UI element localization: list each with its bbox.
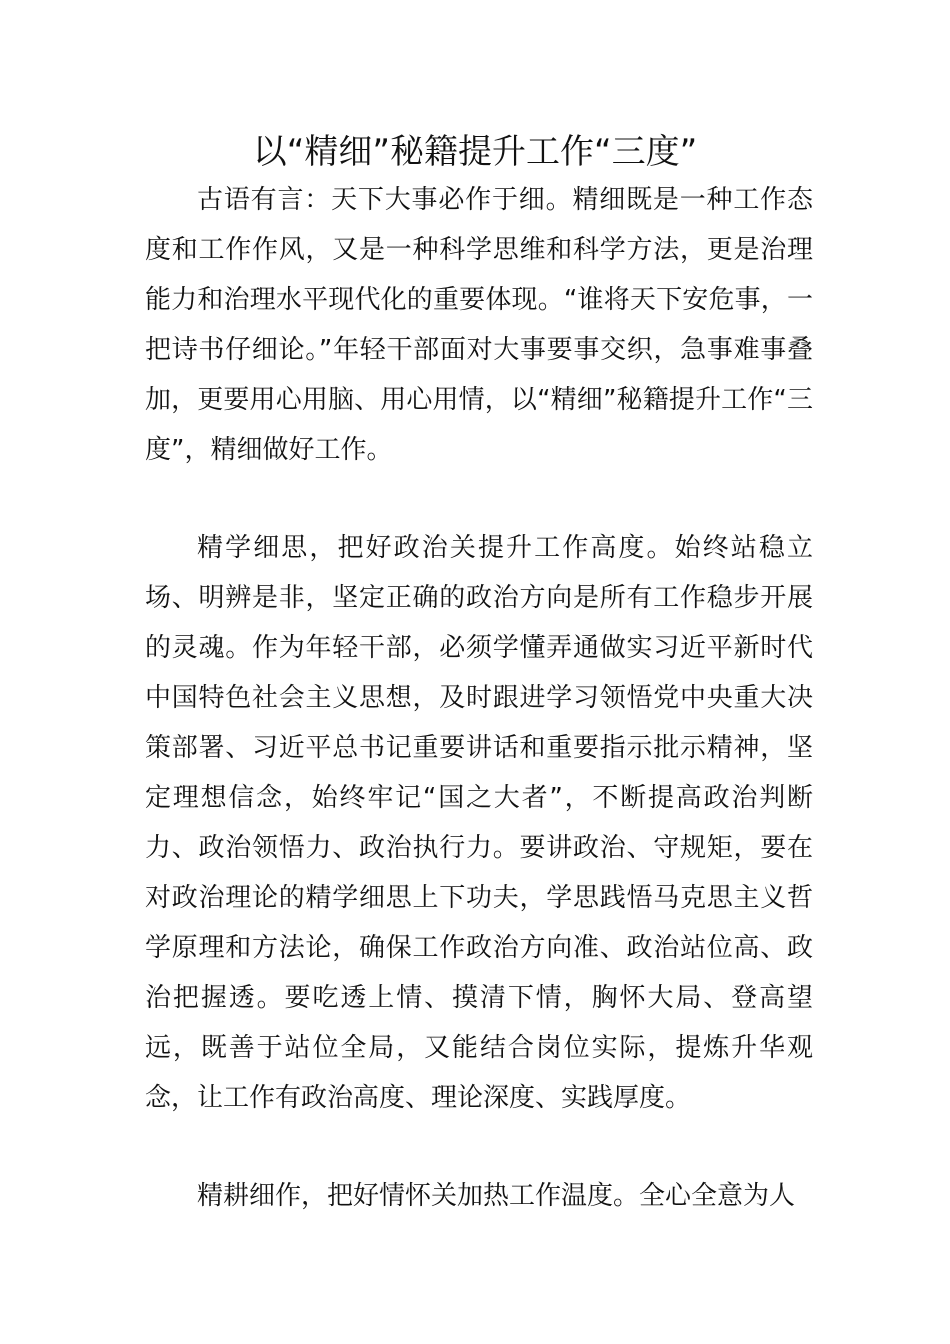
paragraph-political-height: 精学细思，把好政治关提升工作高度。始终站稳立场、明辨是非，坚定正确的政治方向是所有工作稳步开展的灵魂。作为年轻干部，必须学懂弄通做实习近平新时代中国特色社会主义思想，及时跟进学习领悟党中央重大决策部署、习近平总书记重要讲话和重要指示批示精神，坚定理想信念，始终牢记“国之大者”，不断提高政治判断力、政治领悟力、政治执行力。要讲政治、守规矩，要在对政治理论的精学细思上下功夫，学思践悟马克思主义哲学原理和方法论，确保工作政治方向准、政治站位高、政治把握透。要吃透上情、摸清下情，胸怀大局、登高望远，既善于站位全局，又能结合岗位实际，提炼升华观念，让工作有政治高度、理论深度、实践厚度。 [145,533,813,1113]
paragraph-warmth: 精耕细作，把好情怀关加热工作温度。全心全意为人 [197,1181,796,1211]
document-title: 以“精细”秘籍提升工作“三度” [252,132,698,172]
paragraph-intro: 古语有言：天下大事必作于细。精细既是一种工作态度和工作作风，又是一种科学思维和科学方法，更是治理能力和治理水平现代化的重要体现。“谁将天下安危事，一把诗书仔细论。”年轻干部面对大事要事交织，急事难事叠加，更要用心用脑、用心用情，以“精细”秘籍提升工作“三度”，精细做好工作。 [145,185,813,465]
